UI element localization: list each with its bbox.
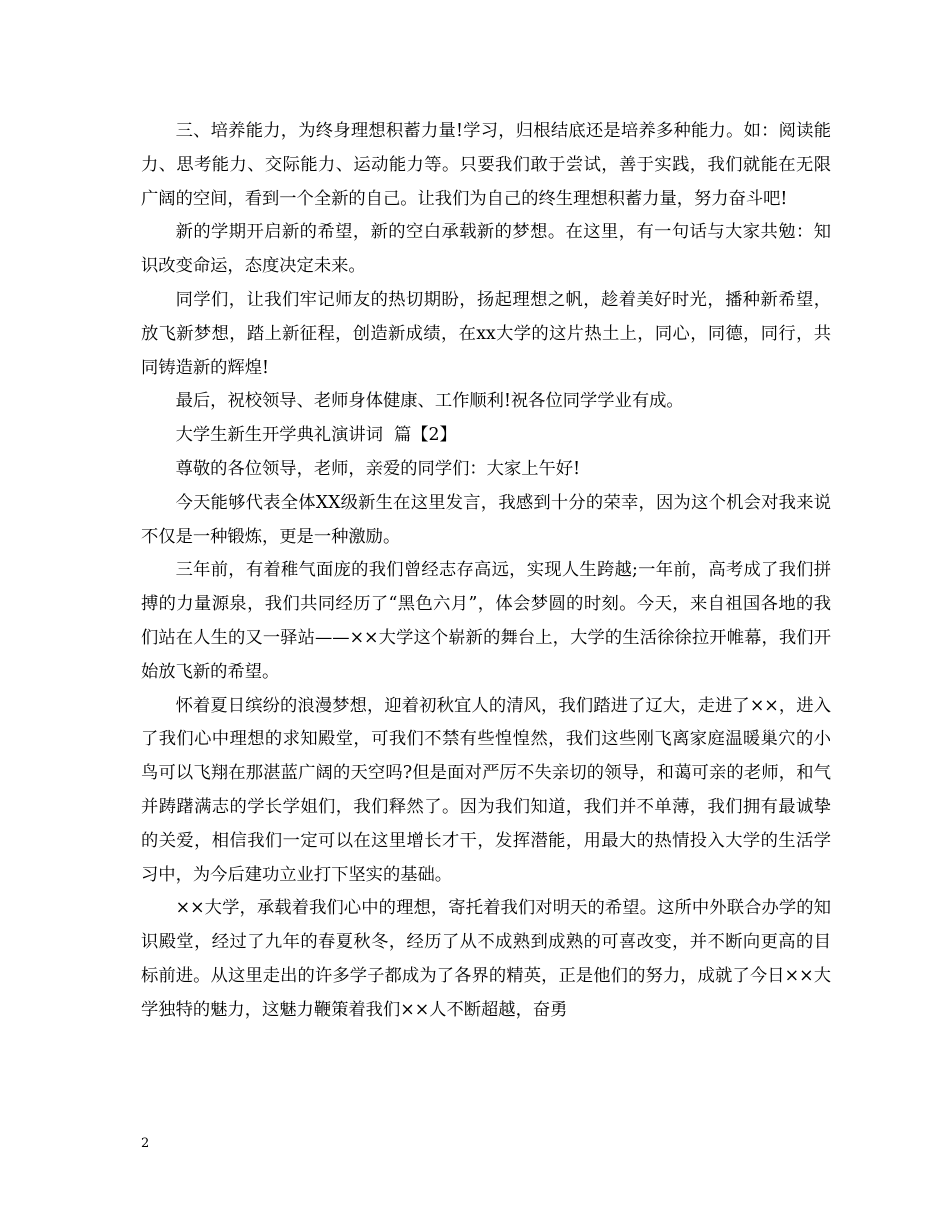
paragraph-cultivate-ability: 三、培养能力，为终身理想积蓄力量!学习，归根结底还是培养多种能力。如：阅读能力、思考能力、交际能力、运动能力等。只要我们敢于尝试，善于实践，我们就能在无限广阔的空间，看到一个全新的自己。让我们为自己的终生理想积蓄力量，努力奋斗吧! [141, 121, 831, 209]
paragraph-classmates-call: 同学们，让我们牢记师友的热切期盼，扬起理想之帆，趁着美好时光，播种新希望，放飞新梦想，踏上新征程，创造新成绩，在xx大学的这片热土上，同心，同德，同行，共同铸造新的辉煌! [141, 289, 831, 378]
paragraph-greeting: 尊敬的各位领导，老师，亲爱的同学们：大家上午好! [175, 458, 581, 479]
page-number: 2 [141, 1136, 150, 1151]
paragraph-new-semester: 新的学期开启新的希望，新的空白承载新的梦想。在这里，有一句话与大家共勉：知识改变命运，态度决定未来。 [141, 222, 831, 277]
section-heading: 大学生新生开学典礼演讲词 篇【2】 [175, 425, 457, 446]
paragraph-honor: 今天能够代表全体XX级新生在这里发言，我感到十分的荣幸，因为这个机会对我来说不仅是一种锻炼，更是一种激励。 [141, 492, 831, 547]
paragraph-summer-dreams: 怀着夏日缤纷的浪漫梦想，迎着初秋宜人的清风，我们踏进了辽大，走进了××，进入了我们心中理想的求知殿堂，可我们不禁有些惶惶然，我们这些刚飞离家庭温暖巢穴的小鸟可以飞翔在那湛蓝广阔的天空吗?但是面对严厉不失亲切的领导，和蔼可亲的老师，和气并踌躇满志的学长学姐们，我们释然了。因为我们知道，我们并不单薄，我们拥有最诚挚的关爱，相信我们一定可以在这里增长才干，发挥潜能，用最大的热情投入大学的生活学习中，为今后建功立业打下坚实的基础。 [141, 695, 831, 885]
paragraph-three-years-ago: 三年前，有着稚气面庞的我们曾经志存高远，实现人生跨越;一年前，高考成了我们拼搏的力量源泉，我们共同经历了“黑色六月”，体会梦圆的时刻。今天，来自祖国各地的我们站在人生的又一驿站——××大学这个崭新的舞台上，大学的生活徐徐拉开帷幕，我们开始放飞新的希望。 [141, 560, 831, 682]
paragraph-university-ideals: ××大学，承载着我们心中的理想，寄托着我们对明天的希望。这所中外联合办学的知识殿堂，经过了九年的春夏秋冬，经历了从不成熟到成熟的可喜改变，并不断向更高的目标前进。从这里走出的许多学子都成为了各界的精英，正是他们的努力，成就了今日××大学独特的魅力，这魅力鞭策着我们××人不断超越，奋勇 [141, 898, 831, 1020]
document-body [141, 115, 831, 1028]
paragraph-closing-wishes: 最后，祝校领导、老师身体健康、工作顺利!祝各位同学学业有成。 [175, 391, 684, 412]
